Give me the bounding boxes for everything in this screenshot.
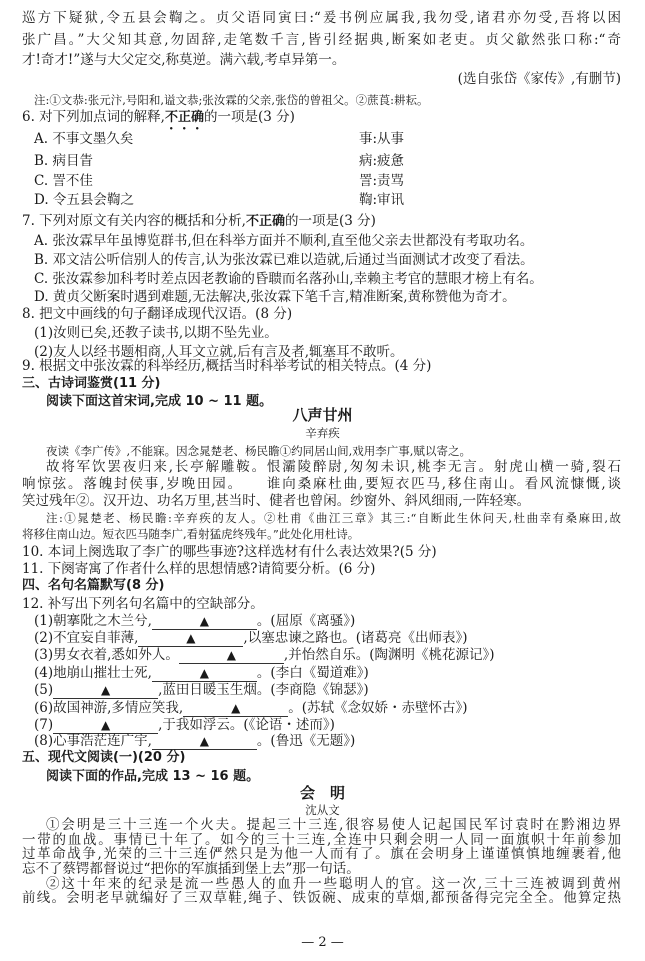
item-text-before: 男女衣着,悉如外人。: [53, 647, 179, 663]
poem-line: 响惊弦。落魄封侯事,岁晚田园。 谁向桑麻杜曲,要短衣匹马,移住南山。看风流慷慨,谈: [22, 476, 621, 492]
story-line: 忘不了蔡锷都督说过“把你的军旗插到堡上去”那一句话。: [22, 861, 360, 877]
question-7: 7. 下列对原文有关内容的概括和分析,不正确的一项是(3 分): [22, 213, 376, 229]
q7-option-c: C. 张汝霖参加科考时差点因老教谕的昏聩而名落孙山,幸赖主考官的慧眼才榜上有名。: [34, 271, 543, 287]
item-text-before: 故国神游,多情应笑我,: [53, 700, 184, 716]
recitation-item: [34, 612, 621, 630]
item-number: (1): [34, 613, 54, 629]
question-12: 12. 补写出下列名句名篇中的空缺部分。: [22, 596, 264, 612]
section-3-heading: 三、古诗词鉴赏(11 分): [22, 376, 161, 391]
story-title: 会 明: [299, 784, 345, 802]
q6-option-b: B. 病目眚 病:疲惫: [34, 153, 405, 169]
story-line: ①会明是三十三连一个火夫。提起三十三连,很容易使人记起国民军讨袁时在黔湘边界: [46, 817, 621, 833]
recitation-item: [34, 699, 621, 717]
recitation-item: [34, 646, 621, 664]
question-11: 11. 下阕寄寓了作者什么样的思想情感?请简要分析。(6 分): [22, 561, 376, 577]
item-number: (5): [34, 682, 54, 698]
story-line: 过革命战争,光荣的三十三连俨然只是为他一人而有了。旗在会明身上谨谨慎慎地缠裹着,他: [22, 846, 621, 862]
item-text-after: 。(屈原《离骚》): [256, 613, 356, 629]
recitation-item: [34, 732, 621, 750]
item-text-after: ,于我如浮云。(《论语・述而》): [158, 717, 335, 733]
item-text-after: 。(李白《蜀道难》): [256, 665, 369, 681]
poem-note: 注:①晁楚老、杨民瞻:辛弃疾的友人。②杜甫《曲江三章》其三:“自断此生休问天,杜曲幸有桑麻田,故: [46, 511, 621, 525]
footnote: 注:①文恭:张元汴,号阳和,谥文恭;张汝霖的父亲,张岱的曾祖父。②蔗莨:耕耘。: [34, 93, 429, 107]
poem-author: 辛弃疾: [305, 426, 340, 440]
q7-option-a: A. 张汝霖早年虽博览群书,但在科举方面并不顺利,直至他父亲去世都没有考取功名。: [34, 233, 534, 249]
q6-option-c: C. 詈不佳 詈:责骂: [34, 173, 405, 189]
poem-title: 八声甘州: [292, 406, 353, 424]
q6-option-a: A. 不事文墨久矣 事:从事: [34, 131, 405, 147]
answer-blank[interactable]: ▲: [183, 701, 288, 717]
item-number: (8): [34, 733, 54, 749]
section-5-heading: 五、现代文阅读(一)(20 分): [22, 750, 186, 765]
recitation-item: [34, 664, 621, 682]
q7-option-b: B. 邓文洁公听信别人的传言,认为张汝霖已难以造就,后通过当面测试才改变了看法。: [34, 252, 534, 268]
story-line: 前线。会明老早就编好了三双草鞋,绳子、铁饭碗、成束的草烟,都预备得完完全全。他算定热: [22, 890, 621, 906]
answer-blank[interactable]: ▲: [53, 683, 158, 699]
poem-line: 故将军饮罢夜归来,长亭解雕鞍。恨灞陵醉尉,匆匆未识,桃李无言。射虎山横一骑,裂石: [46, 459, 621, 475]
item-text-before: 朝搴阰之木兰兮,: [53, 613, 152, 629]
item-number: (6): [34, 700, 54, 716]
item-text-after: ,蓝田日暖玉生烟。(李商隐《锦瑟》): [158, 682, 369, 698]
item-number: (3): [34, 647, 54, 663]
section-3-instruction: 阅读下面这首宋词,完成 10 ~ 11 题。: [46, 394, 273, 409]
recitation-item: [34, 629, 621, 647]
item-number: (7): [34, 717, 54, 733]
item-text-before: 地崩山摧壮士死,: [53, 665, 152, 681]
answer-blank[interactable]: ▲: [152, 614, 257, 630]
q8-item-1: (1)汝则已矣,还教子读书,以期不坠先业。: [34, 325, 278, 341]
q7-option-d: D. 黄贞父断案时遇到难题,无法解决,张汝霖下笔千言,精准断案,黄称赞他为奇才。: [34, 289, 516, 305]
q6-stem-end: 的一项是(3 分): [203, 109, 295, 125]
poem-line: 笑过残年②。汉开边、功名万里,甚当时、健者也曾闲。纱窗外、斜风细雨,一阵轻寒。: [22, 493, 531, 509]
item-text-before: 心事浩茫连广宇,: [53, 733, 152, 749]
story-line: ②这十年来的纪录是流一些愚人的血升一些聪明人的官。这一次,三十三连被调到黄州: [46, 876, 621, 892]
item-text-after: ,以塞忠谏之路也。(诸葛亮《出师表》): [243, 630, 468, 646]
item-text-before: 不宜妄自菲薄,: [53, 630, 139, 646]
poem-preface: 夜读《李广传》,不能寐。因念晁楚老、杨民瞻①约同居山间,戏用李广事,赋以寄之。: [46, 444, 471, 458]
section-4-heading: 四、名句名篇默写(8 分): [22, 578, 165, 593]
item-text-after: 。(苏轼《念奴娇・赤壁怀古》): [288, 700, 468, 716]
poem-note: 将移住南山边。短衣匹马随李广,看射猛虎终残年。”此处化用杜诗。: [22, 527, 360, 541]
question-10: 10. 本词上阕选取了李广的哪些事迹?这样选材有什么表达效果?(5 分): [22, 544, 437, 560]
question-8: 8. 把文中画线的句子翻译成现代汉语。(8 分): [22, 306, 293, 322]
story-author: 沈从文: [305, 803, 340, 817]
q6-stem: 6. 对下列加点词的解释,: [22, 109, 165, 125]
answer-blank[interactable]: ▲: [53, 718, 158, 734]
passage-line: 巡方下疑狱,令五县会鞫之。贞父语同寅曰:“爰书例应属我,我勿受,诸君亦勿受,吾将以困: [22, 10, 621, 26]
answer-blank[interactable]: ▲: [152, 666, 257, 682]
q8-item-2: (2)友人以经书题相商,人耳文立就,后有言及者,辄塞耳不敢听。: [34, 344, 404, 360]
q6-emphasis: 不正确: [164, 110, 204, 125]
passage-line: 才!奇才!”遂与大父定交,称莫逆。满六载,考卓异第一。: [22, 52, 346, 68]
story-line: 一带的血战。事情已十年了。如今的三十三连,全连中只剩会明一人同一面旗帜十年前参加: [22, 832, 621, 848]
recitation-item: [34, 681, 621, 699]
section-5-instruction: 阅读下面的作品,完成 13 ~ 16 题。: [46, 769, 260, 784]
passage-line: 张广昌。”大父知其意,勿固辞,走笔数千言,皆引经据典,断案如老吏。贞父歙然张口称:“奇: [22, 32, 621, 48]
item-text-after: 。(鲁迅《无题》): [256, 733, 356, 749]
answer-blank[interactable]: ▲: [138, 631, 243, 647]
answer-blank[interactable]: ▲: [152, 734, 257, 750]
q6-option-d: D. 令五县会鞫之 鞫:审讯: [34, 192, 405, 208]
page-number: — 2 —: [301, 935, 344, 950]
item-number: (2): [34, 630, 54, 646]
source-citation: (选自张岱《家传》,有删节): [457, 71, 621, 87]
question-9: 9. 根据文中张汝霖的科举经历,概括当时科举考试的相关特点。(4 分): [22, 358, 432, 374]
item-text-after: ,并怡然自乐。(陶渊明《桃花源记》): [283, 647, 495, 663]
item-number: (4): [34, 665, 54, 681]
answer-blank[interactable]: ▲: [179, 648, 284, 664]
